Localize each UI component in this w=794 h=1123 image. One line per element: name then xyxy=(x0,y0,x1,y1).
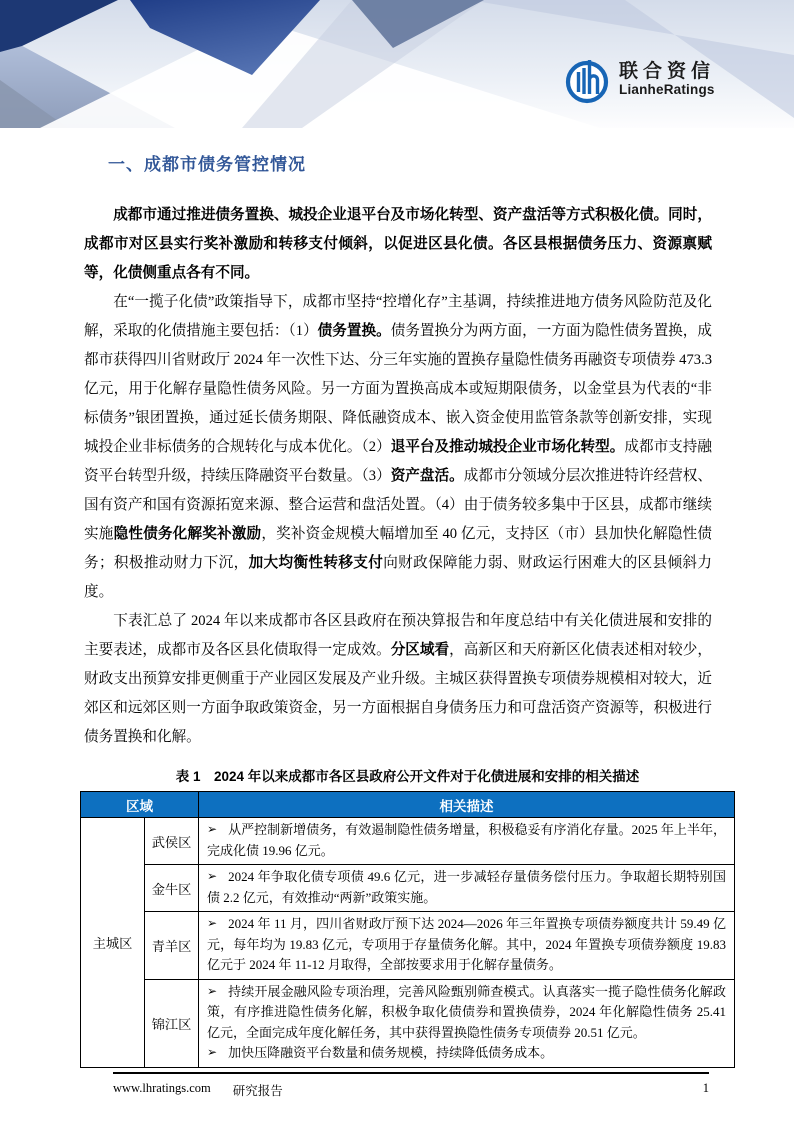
section-title: 一、成都市债务管控情况 xyxy=(108,155,306,174)
table-row xyxy=(81,979,735,1067)
text-run: ，奖补资金规模大幅增加至 40 亿元，支持区（市）县加快化解隐性债务；积极推动财力下沉， xyxy=(84,526,712,571)
brand-name-en: LianheRatings xyxy=(619,82,715,97)
arrow-bullet-icon: ➢ xyxy=(207,822,218,836)
description-text: 从严控制新增债务，有效遏制隐性债务增量，积极稳妥有序消化存量。2025 年上半年，完成化债 19.96 亿元。 xyxy=(207,822,726,858)
document-content xyxy=(84,150,726,1068)
region-group-cell: 主城区 xyxy=(81,818,145,1068)
text-run: 加大均衡性转移支付 xyxy=(248,555,384,571)
text-run: 成都市支持融资平台转型升级，持续压降融资平台数量。（3） xyxy=(84,439,712,484)
description-text: 2024 年 11 月，四川省财政厅预下达 2024—2026 年三年置换专项债券额度共计 59.49 亿元，每年均为 19.83 亿元，专项用于存量债务化解。其中，2024 年置换专项债券额度 19.83 亿元于 2024 年 11-12 月取得，全部按要求用于化解存量债务。 xyxy=(207,916,726,972)
district-cell: 锦江区 xyxy=(145,979,199,1067)
description-cell xyxy=(199,912,735,980)
description-text: 2024 年争取化债专项债 49.6 亿元，进一步减轻存量债务偿付压力。争取超长期特别国债 2.2 亿元，有效推动“两新”政策实施。 xyxy=(207,869,726,905)
text-run: 隐性债务化解奖补激励 xyxy=(113,526,262,542)
lianhe-monogram-icon xyxy=(564,56,610,104)
text-run: 成都市分领域分层次推进特许经营权、国有资产和国有资源拓宽来源、整合运营和盘活处置。（4）由于债务较多集中于区县，成都市继续实施 xyxy=(84,468,712,542)
page-footer xyxy=(113,1081,709,1099)
table-row xyxy=(81,865,735,912)
description-text: 持续开展金融风险专项治理，完善风险甄别筛查模式。认真落实一揽子隐性债务化解政策，有序推进隐性债务化解，积极争取化债债券和置换债券，2024 年化解隐性债务 25.41 亿元，全面完成年度化解任务，其中获得置换隐性债务专项债券 20.51 亿元。 xyxy=(207,983,726,1040)
column-header-region: 区域 xyxy=(81,792,199,818)
arrow-bullet-icon: ➢ xyxy=(207,916,218,930)
footer-site-url: www.lhratings.com xyxy=(113,1081,211,1095)
description-cell xyxy=(199,979,735,1067)
table-row xyxy=(81,912,735,980)
description-item xyxy=(207,820,726,861)
footer-report-label: 研究报告 xyxy=(232,1084,283,1098)
column-header-description: 相关描述 xyxy=(199,792,735,818)
district-cell: 青羊区 xyxy=(145,912,199,980)
paragraph-measures xyxy=(84,288,712,607)
description-item xyxy=(207,914,726,976)
brand-name-cn: 联合资信 xyxy=(619,61,716,82)
page-number: 1 xyxy=(702,1081,709,1095)
arrow-bullet-icon: ➢ xyxy=(207,869,218,883)
text-run: 债务置换分为两方面，一方面为隐性债务置换，成都市获得四川省财政厅 2024 年一次性下达、分三年实施的置换存量隐性债务再融资专项债券 473.3 亿元，用于化解存量隐性债务风险。另一方面为置换高成本或短期限债务，以金堂县为代表的“非标债务”银团置换，通过延长债务期限、降低融资成本、嵌入资金使用监管条款等创新安排，实现城投企业非标债务的合规转化与成本优化。（2） xyxy=(84,323,712,455)
district-cell: 金牛区 xyxy=(145,865,199,912)
description-item xyxy=(207,867,726,908)
table-row xyxy=(81,818,735,865)
text-run: 退平台及推动城投企业市场化转型。 xyxy=(390,439,625,455)
text-run: 分区域看 xyxy=(390,642,450,658)
description-item xyxy=(207,1043,726,1064)
text-run: 向财政保障能力弱、财政运行困难大的区县倾斜力度。 xyxy=(84,555,712,600)
paragraph-regions xyxy=(84,607,712,752)
description-cell xyxy=(199,865,735,912)
text-run: 债务置换。 xyxy=(317,323,391,339)
paragraph-summary xyxy=(84,201,712,288)
brand-logo xyxy=(564,56,715,104)
debt-resolution-table xyxy=(80,791,735,1068)
description-cell xyxy=(199,818,735,865)
text-run: 下表汇总了 2024 年以来成都市各区县政府在预决算报告和年度总结中有关化债进展和安排的主要表述，成都市及各区县化债取得一定成效。 xyxy=(84,613,712,658)
text-run: 成都市通过推进债务置换、城投企业退平台及市场化转型、资产盘活等方式积极化债。同时，成都市对区县实行奖补激励和转移支付倾斜，以促进区县化债。各区县根据债务压力、资源禀赋等，化债侧重点各有不同。 xyxy=(84,207,712,281)
footer-divider xyxy=(113,1072,709,1074)
district-cell: 武侯区 xyxy=(145,818,199,865)
description-item xyxy=(207,982,726,1044)
description-text: 加快压降融资平台数量和债务规模，持续降低债务成本。 xyxy=(228,1045,554,1060)
table-header-row xyxy=(81,792,735,818)
arrow-bullet-icon: ➢ xyxy=(207,983,218,998)
table-caption: 表 1 2024 年以来成都市各区县政府公开文件对于化债进展和安排的相关描述 xyxy=(175,769,640,784)
arrow-bullet-icon: ➢ xyxy=(207,1045,218,1059)
text-run: 在“一揽子化债”政策指导下，成都市坚持“控增化存”主基调，持续推进地方债务风险防范及化解，采取的化债措施主要包括：（1） xyxy=(84,294,712,339)
text-run: 资产盘活。 xyxy=(390,468,464,484)
text-run: ，高新区和天府新区化债表述相对较少，财政支出预算安排更侧重于产业园区发展及产业升级。主城区获得置换专项债券规模相对较大，近郊区和远郊区则一方面争取政策资金，另一方面根据自身债务压力和可盘活资产资源等，积极进行债务置换和化解。 xyxy=(84,642,712,745)
